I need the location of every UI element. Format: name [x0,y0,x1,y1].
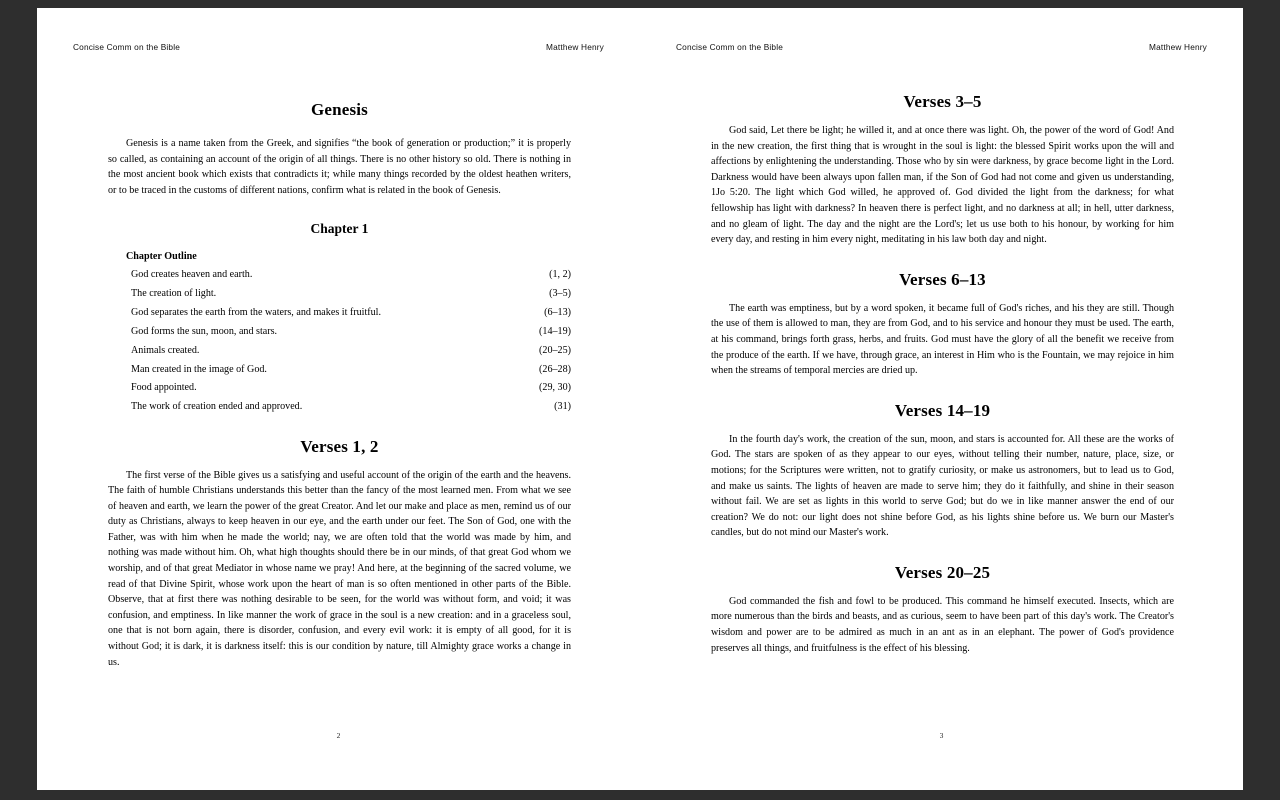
header-book-title: Concise Comm on the Bible [73,42,180,52]
section-heading-verses-20-25: Verses 20–25 [894,562,991,582]
outline-row[interactable] [108,343,571,358]
outline-row-label: Man created in the image of God. [131,363,267,375]
outline-row[interactable] [108,399,571,414]
outline-row[interactable] [108,286,571,301]
outline-row-label: Food appointed. [131,382,197,394]
page-number-left: 2 [336,731,341,740]
outline-row-verse-ref: (29, 30) [539,382,571,394]
text-column-right [711,92,1174,660]
running-header-left-page [73,42,604,52]
outline-row-label: God creates heaven and earth. [131,269,253,281]
outline-row[interactable] [108,305,571,320]
outline-row-label: God forms the sun, moon, and stars. [131,325,278,337]
section-heading-verses-14-19: Verses 14–19 [894,400,991,420]
outline-row-verse-ref: (14–19) [539,325,571,337]
outline-row[interactable] [108,380,571,395]
header-author: Matthew Henry [546,42,604,52]
outline-row-verse-ref: (31) [554,401,571,413]
book-introduction-paragraph: Genesis is a name taken from the Greek, and signifies “the book of generation or production;” it is properly so called, as containing an account of the origin of all things. There is no other history so old. There is nothing in the most ancient book which exists that contradicts it; while many things recorded by the oldest heathen writers, or to be traced in the customs of different nations, confirm what is related in the book of Genesis. [108,138,571,196]
outline-row-verse-ref: (3–5) [549,288,571,300]
document-page-right[interactable] [640,8,1243,790]
commentary-paragraph-verses-6-13: The earth was emptiness, but by a word spoken, it became full of God's riches, and his they are still. Though the use of them is allowed to man, they are from God, and to his service and honour they must be used. The earth, at his command, brings forth grass, herbs, and fruits. God must have the glory of all the benefit we receive from the produce of the earth. If we have, through grace, an interest in Him who is the Fountain, we may rejoice in him when the streams of temporal mercies are dried up. [711,302,1174,377]
section-heading-verses-1-2: Verses 1, 2 [300,436,379,456]
outline-row-label: The creation of light. [131,288,217,300]
chapter-title: Chapter 1 [310,221,369,237]
outline-row-label: God separates the earth from the waters, and makes it fruitful. [131,307,382,319]
commentary-paragraph-verses-1-2: The first verse of the Bible gives us a satisfying and useful account of the origin of the earth and the heavens. The faith of humble Christians understands this better than the fancy of the most learned men. From what we see of heaven and earth, we learn the power of the great Creator. And let our make and place as men, remind us of our duty as Christians, always to keep heaven in our eye, and the earth under our feet. The Son of God, one with the Father, was with him when he made the world; nay, we are often told that the world was made by him, and nothing was made without him. Oh, what high thoughts should there be in our minds, of that great God whom we worship, and of that great Mediator in whose name we pray! And here, at the beginning of the sacred volume, we read of that Divine Spirit, whose work upon the heart of man is so often mentioned in other parts of the Bible. Observe, that at first there was nothing desirable to be seen, for the world was without form, and void; it was confusion, and emptiness. In like manner the work of grace in the soul is a new creation: and in a graceless soul, one that is not born again, there is disorder, confusion, and every evil work: it is empty of all good, for it is without God; it is dark, it is darkness itself: this is our condition by nature, till Almighty grace works a change in us. [108,469,571,668]
header-book-title: Concise Comm on the Bible [676,42,783,52]
outline-row-verse-ref: (26–28) [539,363,571,375]
chapter-outline-heading: Chapter Outline [126,251,197,263]
outline-row[interactable] [108,324,571,339]
outline-row-verse-ref: (20–25) [539,344,571,356]
document-viewer[interactable] [37,8,1243,790]
outline-row-verse-ref: (6–13) [544,307,571,319]
commentary-paragraph-verses-14-19: In the fourth day's work, the creation of the sun, moon, and stars is accounted for. All these are the works of God. The stars are spoken of as they appear to our eyes, without telling their number, nature, place, size, or motions; for the Scriptures were written, not to gratify curiosity, or make us astronomers, but to lead us to God, and make us saints. The lights of heaven are made to serve him; they do it faithfully, and shine in their season without fail. We are set as lights in this world to serve God; but do we in like manner answer the end of our creation? We do not: our light does not shine before God, as his lights shine before us. We burn our Master's candles, but do not mind our Master's work. [711,433,1174,539]
outline-row[interactable] [108,362,571,377]
outline-row-label: The work of creation ended and approved. [131,401,303,413]
commentary-paragraph-verses-3-5: God said, Let there be light; he willed it, and at once there was light. Oh, the power of the word of God! And in the new creation, the first thing that is wrought in the soul is light: the blessed Spirit works upon the will and affections by enlightening the understanding. Those who by sin were darkness, by grace become light in the Lord. Darkness would have been always upon fallen man, if the Son of God had not come and given us understanding, 1Jo 5:20. The light which God willed, he approved of. God divided the light from the darkness; for what fellowship has light with darkness? In heaven there is perfect light, and no darkness at all; in hell, utter darkness, and no gleam of light. The day and the night are the Lord's; let us use both to his honour, by working for him every day, and resting in him every night, meditating in his law both day and night. [711,125,1174,246]
section-heading-verses-6-13: Verses 6–13 [899,269,986,289]
text-column-left [108,100,571,674]
document-page-left[interactable] [37,8,640,790]
section-heading-verses-3-5: Verses 3–5 [903,92,982,111]
outline-row-label: Animals created. [131,344,200,356]
running-header-right-page [676,42,1207,52]
book-title: Genesis [311,100,368,119]
outline-row[interactable] [108,267,571,282]
commentary-paragraph-verses-20-25: God commanded the fish and fowl to be produced. This command he himself executed. Insects, which are more numerous than the birds and beasts, and as curious, seem to have been part of this day's work. The Creator's wisdom and power are to be admired as much in an ant as in an elephant. The power of God's providence preserves all things, and fruitfulness is the effect of his blessing. [711,595,1174,654]
header-author: Matthew Henry [1149,42,1207,52]
page-number-right: 3 [939,731,944,740]
chapter-outline [108,251,571,414]
outline-row-verse-ref: (1, 2) [549,269,571,281]
